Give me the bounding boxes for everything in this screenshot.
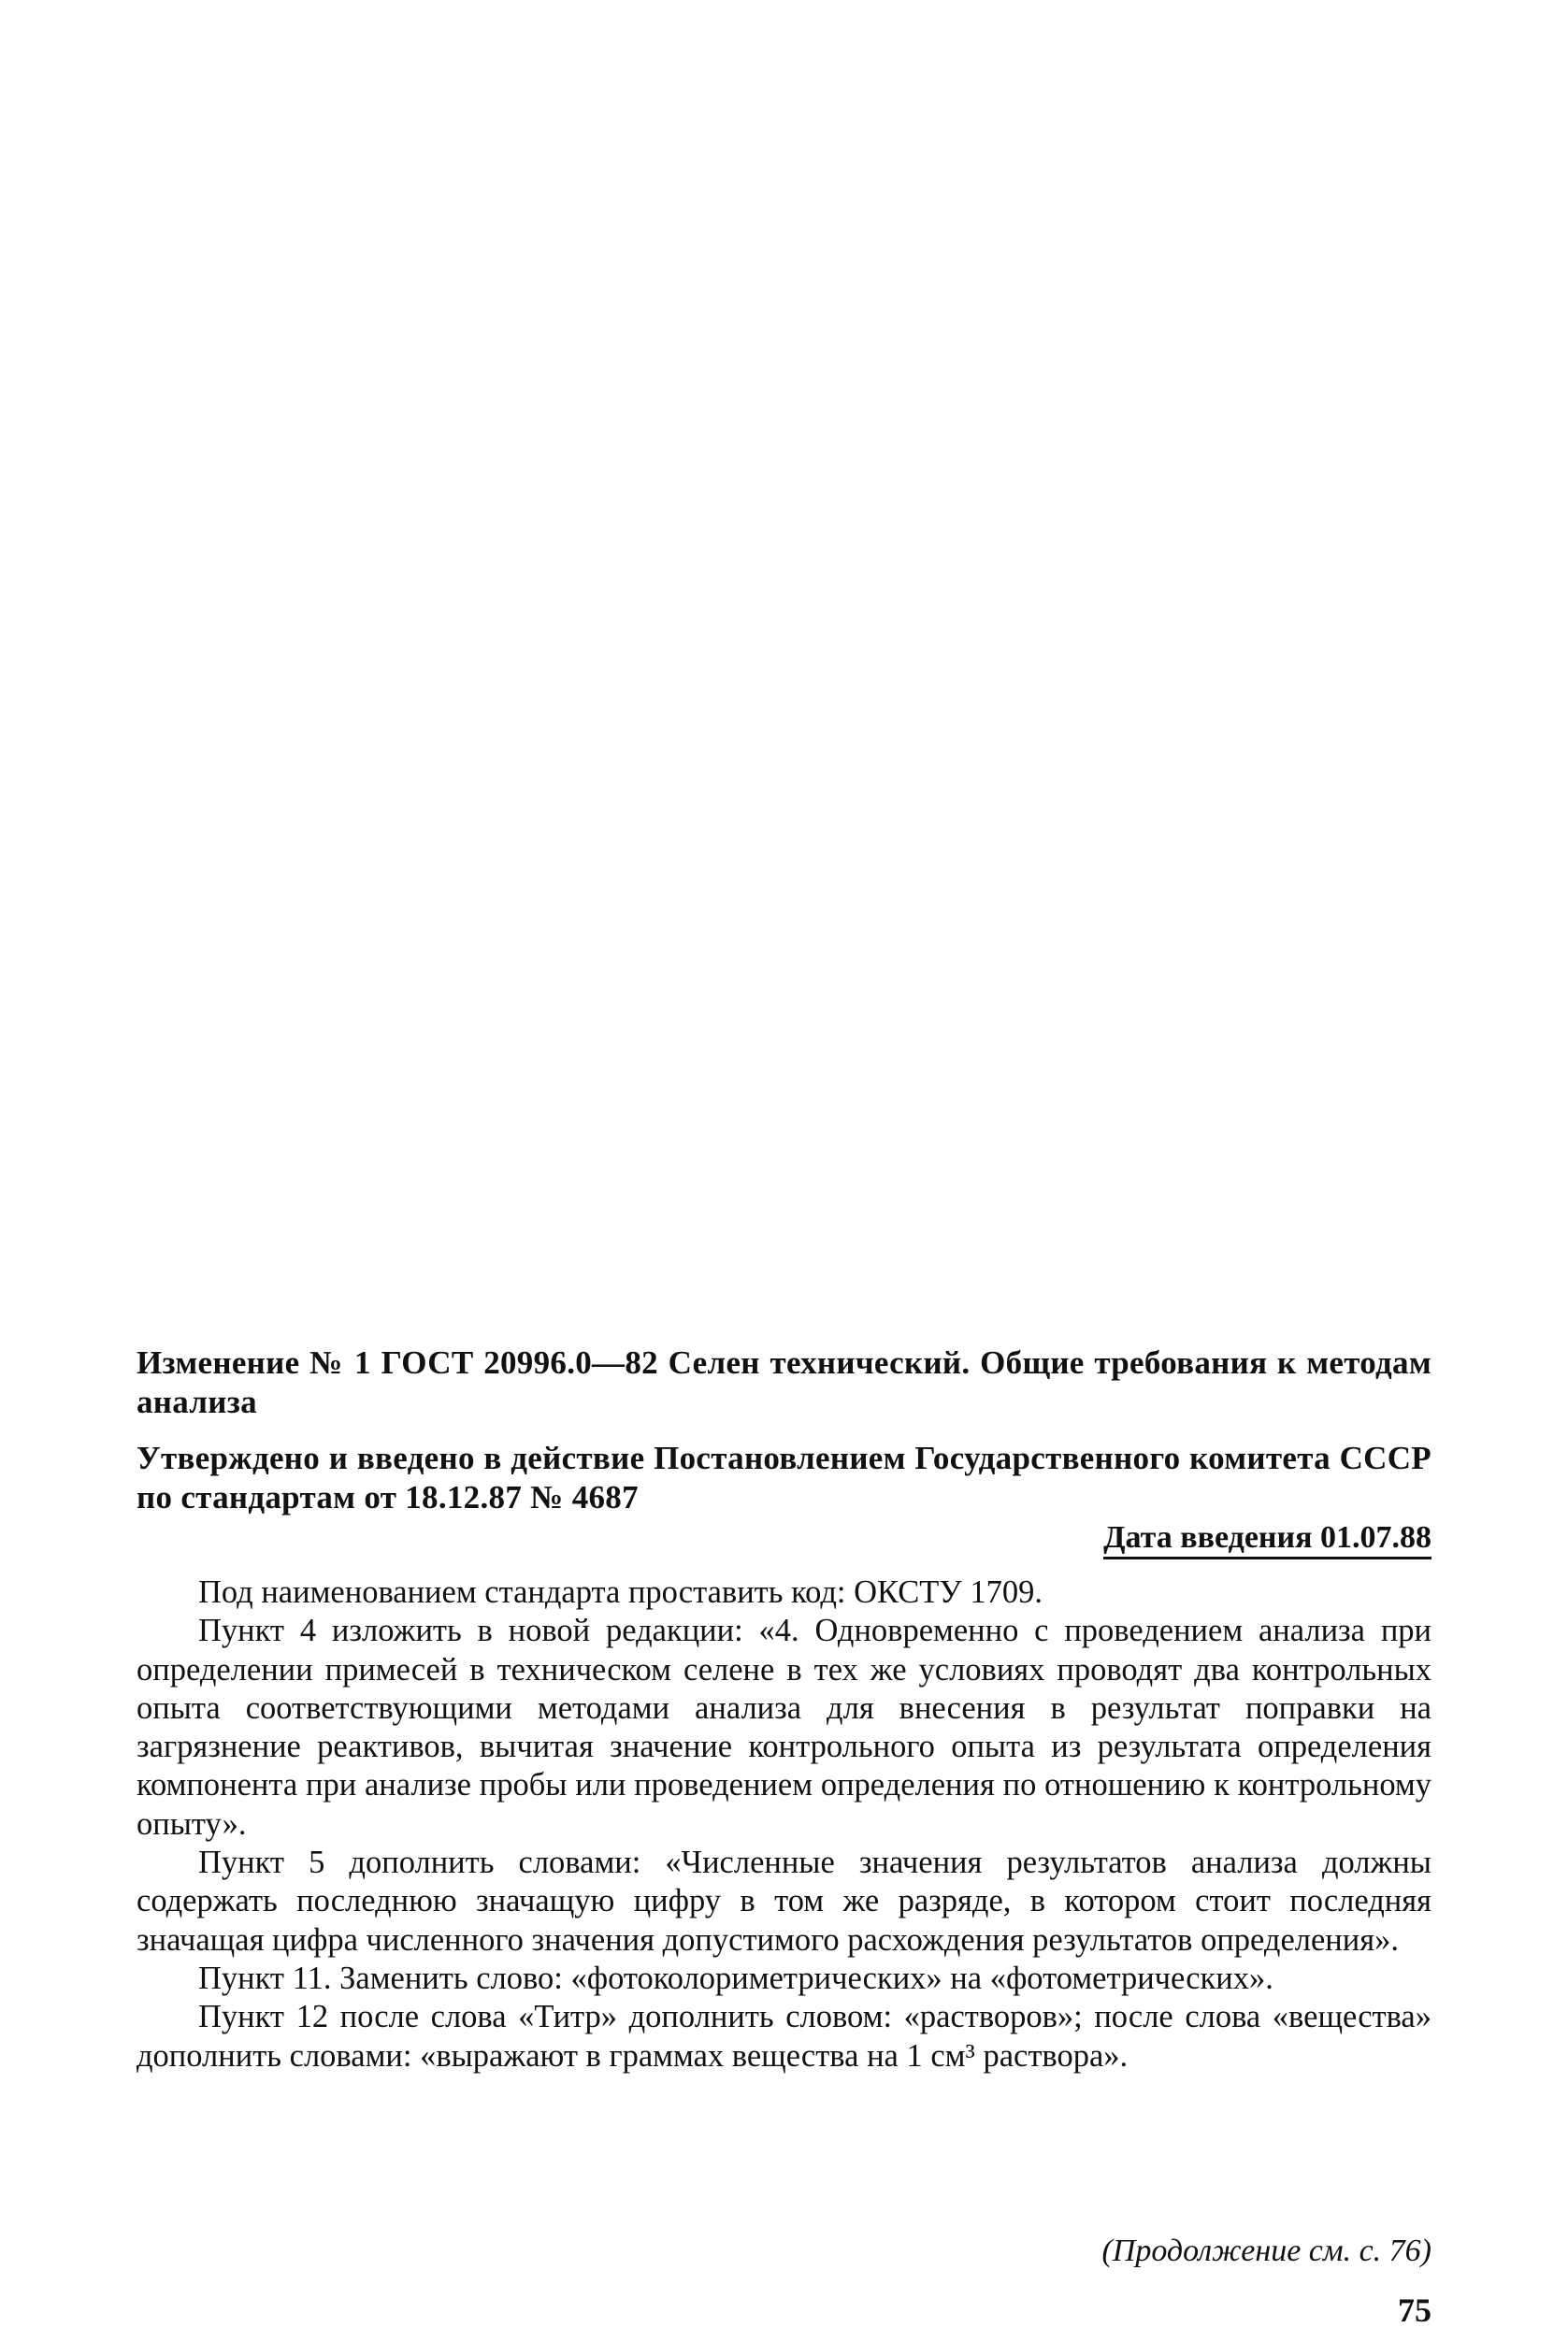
paragraph-item-5: Пункт 5 дополнить словами: «Численные значения результатов анализа должны содержать последнюю значащую цифру в том же разряде, в котором стоит последняя значащая цифра численного значения допустимого расхождения результатов определения». (137, 1845, 1431, 1958)
amendment-title: Изменение № 1 ГОСТ 20996.0—82 Селен технический. Общие требования к методам анализа (137, 1344, 1431, 1420)
effective-date-text: Дата введения 01.07.88 (1103, 1520, 1431, 1559)
paragraph-item-12: Пункт 12 после слова «Титр» дополнить словом: «растворов»; после слова «вещества» дополнить словами: «выражают в граммах вещества на 1 см³ раствора». (137, 1999, 1431, 2074)
paragraph-item-11: Пункт 11. Заменить слово: «фотоколориметрических» на «фотометрических». (198, 1960, 1273, 1996)
amendment-body (137, 1573, 1431, 2076)
approval-statement: Утверждено и введено в действие Постановлением Государственного комитета СССР по стандартам от 18.12.87 № 4687 (137, 1440, 1431, 1516)
continuation-note: (Продолжение см. с. 76) (1101, 2234, 1431, 2268)
page-number: 75 (1398, 2292, 1431, 2329)
paragraph-oksту-code: Под наименованием стандарта проставить код: ОКСТУ 1709. (198, 1574, 1043, 1610)
paragraph-item-4: Пункт 4 изложить в новой редакции: «4. Одновременно с проведением анализа при определении примесей в техническом селене в тех же условиях проводят два контрольных опыта соответствующими методами анализа для внесения в результат поправки на загрязнение реактивов, вычитая значение контрольного опыта из результата определения компонента при анализе пробы или проведением определения по отношению к контрольному опыту». (137, 1613, 1431, 1842)
amendment-header (137, 1343, 1431, 1557)
effective-date (137, 1519, 1431, 1557)
